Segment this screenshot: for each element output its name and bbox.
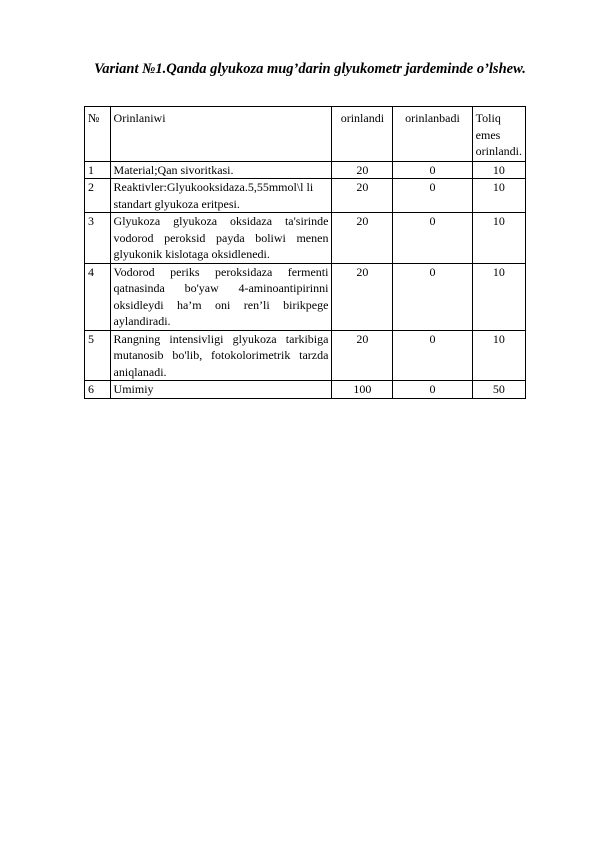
header-done: orinlandi <box>332 107 393 162</box>
row-done: 20 <box>332 213 393 264</box>
header-partial: Toliq emes orinlandi. <box>472 107 525 162</box>
table-row <box>85 263 526 330</box>
row-no: 4 <box>85 263 111 330</box>
row-partial: 50 <box>472 381 525 399</box>
table-row <box>85 381 526 399</box>
evaluation-table <box>84 106 526 399</box>
table-header-row <box>85 107 526 162</box>
row-done: 100 <box>332 381 393 399</box>
row-no: 5 <box>85 330 111 381</box>
row-name: Reaktivler:Glyukooksidaza.5,55mmol\l li standart glyukoza eritpesi. <box>110 179 332 213</box>
row-not-done: 0 <box>393 161 472 179</box>
row-not-done: 0 <box>393 330 472 381</box>
row-not-done: 0 <box>393 179 472 213</box>
document-title: Variant №1.Qanda glyukoza mug’darin glyukometr jardeminde o’lshew. <box>94 61 526 77</box>
row-no: 6 <box>85 381 111 399</box>
row-no: 2 <box>85 179 111 213</box>
table-row <box>85 161 526 179</box>
row-partial: 10 <box>472 213 525 264</box>
row-no: 3 <box>85 213 111 264</box>
header-name: Orinlaniwi <box>110 107 332 162</box>
row-not-done: 0 <box>393 381 472 399</box>
row-done: 20 <box>332 161 393 179</box>
row-name: Umimiy <box>110 381 332 399</box>
header-no: № <box>85 107 111 162</box>
row-name: Material;Qan sivoritkasi. <box>110 161 332 179</box>
row-not-done: 0 <box>393 263 472 330</box>
row-done: 20 <box>332 179 393 213</box>
table-row <box>85 179 526 213</box>
table-row <box>85 330 526 381</box>
header-not-done: orinlanbadi <box>393 107 472 162</box>
row-no: 1 <box>85 161 111 179</box>
row-name: Glyukoza glyukoza oksidaza ta'sirinde vodorod peroksid payda boliwi menen glyukonik kislotaga oksidlenedi. <box>110 213 332 264</box>
row-partial: 10 <box>472 330 525 381</box>
row-partial: 10 <box>472 263 525 330</box>
row-name: Vodorod periks peroksidaza fermenti qatnasinda bo'yaw 4-aminoantipirinni oksidleydi ha’m oni ren’li birikpege aylandiradi. <box>110 263 332 330</box>
row-partial: 10 <box>472 161 525 179</box>
row-not-done: 0 <box>393 213 472 264</box>
table-row <box>85 213 526 264</box>
row-partial: 10 <box>472 179 525 213</box>
row-done: 20 <box>332 330 393 381</box>
row-done: 20 <box>332 263 393 330</box>
row-name: Rangning intensivligi glyukoza tarkibiga mutanosib bo'lib, fotokolorimetrik tarzda aniqlanadi. <box>110 330 332 381</box>
